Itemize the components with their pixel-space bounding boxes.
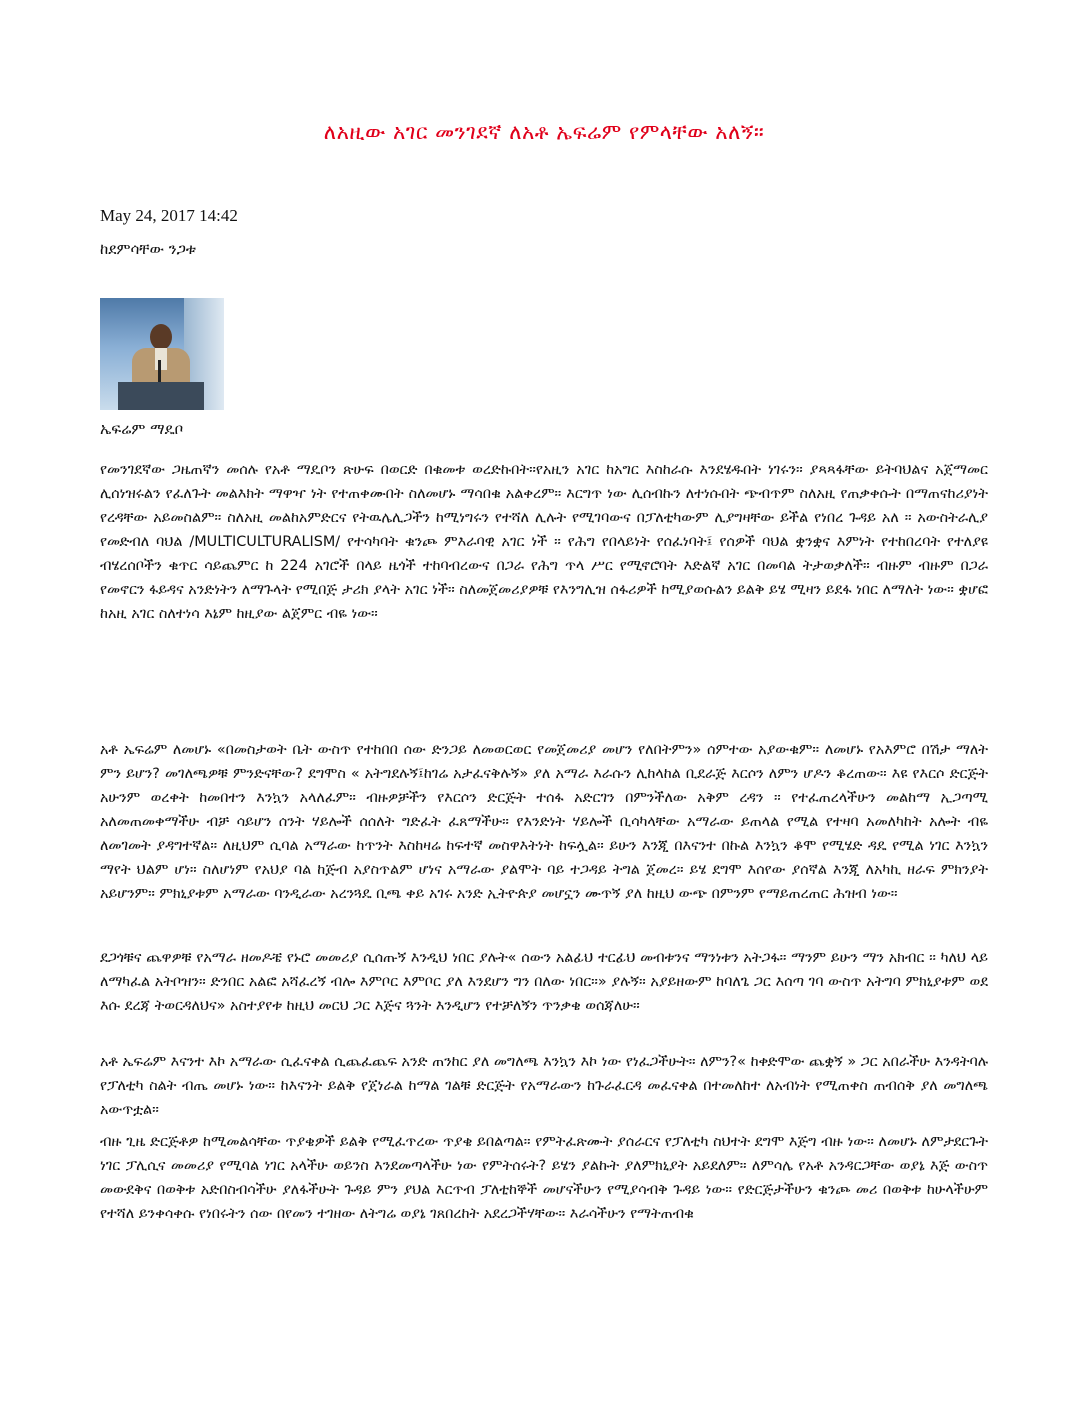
photo-caption: ኤፍሬም ማዴቦ (100, 420, 184, 438)
author-byline: ከደምሳቸው ንጋቱ (100, 240, 196, 258)
body-paragraph: የመንገደኛው ጋዜጠኛን መሰሉ የአቶ ማዴቦን ጽሁፍ በወርድ በቁመቱ ወረድኩበት።የአዚን አገር ከአግር እስከራሱ እንደሄዱበት ነገሩን። ያጻጻፋቸው ይትባህልና አጀማመር ሊሰነዝሩልን የፈለጉት መልእክት ማዋዣ ነት የተጠቀሙበት ስለመሆኑ ማሳበቁ አልቀረም። እርግጥ ነው ሊሰብኩን ለተነሱበት ጭብጥም ስለአዚ የጠቃቀሱት በማጠናከሪያነት የረዳቸው አይመስልም። ስለአዚ መልከአምድርና የትዉሌሊጋችን ከሚነግሩን የተሻለ ሊሉት የሚገባውና በፓለቲካውም ሊያግዛቸው ይችል የነበረ ጉዳይ አለ ። አውስትራሊያ የመድብለ ባህል /MULTICULTURALISM/ የተሳካባት ቁንጮ ምእራባዊ አገር ነች ። የሕግ የበላይነት የሰፈነባት፤ የሰዎች ባህል ቋንቋና እምነት የተከበረባት የተለያዩ ብሄረሰቦችን ቁጥር ሳይጨምር ከ 224 አገሮች በላይ ዜጎች ተከባብረውና በጋራ የሕግ ጥላ ሥር የሚኖሮባት እድልኛ አገር በመባል ትታወቃለች። ብዙም ብዙም በጋራ የመኖርን ፋይዳና አንድነትን ለማጉላት የሚበጅ ታሪክ ያላት አገር ነች። ስለመጀመሪያዎቹ የእንግሊዝ ሰፋሪዎች ከሚያወሱልን ይልቅ ይሄ ሚዛን ይደፋ ነበር ለማለት ነው። ቋሆፎ ከአዚ አገር ስለተነሳ እኔም ከዚያው ልጀምር ብዬ ነው። (100, 462, 988, 622)
photo-podium (118, 382, 204, 410)
body-paragraph: አቶ ኤፍሬም እናንተ እኮ አማራው ሲፈናቀል ሲጨፈጨፍ አንድ ጠንከር ያለ መግለጫ እንኳን እኮ ነው የነፈጋችሁት። ለምን?« ከቀድሞው ጨቋኝ » ጋር አበራችሁ እንዳትባሉ የፓለቲካ ስልት ብጤ መሆኑ ነው። ከእናንት ይልቅ የጀነራል ከማል ገልቹ ድርጅት የአማራውን ከጉራፈርዳ መፈናቀል በተመለከተ ለአብነት የሚጠቀስ ጠብሰቅ ያለ መግለጫ አውጥቷል። (100, 1054, 988, 1118)
speaker-photo (100, 298, 224, 410)
publish-date: May 24, 2017 14:42 (100, 206, 238, 225)
body-paragraph: ደጋጎቹና ጨዋዎቹ የአማራ ዘመዶቼ የኑሮ መመሪያ ሲሰጡኝ እንዲህ ነበር ያሉት« ሰውን አልፊህ ተርፊህ መብቱንና ማንነቱን አትጋፋ። ማንም ይሁን ማን አክብር ፡፡ ካለህ ላይ ለማካፈል አትቦዝን። ድንበር አልፎ አሻፈረኝ ብሎ እምቦር እምቦር ያለ እንደሆን ግን በለው ነበር።» ያሉኝ። አያይዘውም ከባለጌ ጋር እሰጣ ገባ ውስጥ አትግባ ምክኒያቱም ወደ እሱ ደረጃ ትወርዳለህና» አስተያየቱ ከዚህ መርህ ጋር እጅና ጓንት እንዲሆን የተቻለኝን ጥንቃቄ ወሰጃለሁ። (100, 950, 988, 1014)
article-title: ለአዚው አገር መንገደኛ ለአቶ ኤፍሬም የምላቸው አለኝ። (323, 120, 765, 144)
body-paragraph: ብዙ ጊዜ ድርጅቶዎ ከሚመልሳቸው ጥያቄዎች ይልቅ የሚፈጥረው ጥያቄ ይበልጣል። የምትፈጽሙት ያሰራርና የፓለቲካ ስህተት ደግሞ እጅግ ብዙ ነው። ለመሆኑ ለምታደርጉት ነገር ፓሊሲና መመሪያ የሚባል ነገር አላችሁ ወይንስ እንደመጣላችሁ ነው የምትሰሩት? ይሄን ያልኩት ያለምክኒያት አይደለም። ለምሳሌ የአቶ አንዳርጋቸው ወያኔ እጅ ውስጥ መውደቅና በወቅቱ አድበስብሳችሁ ያለፋችሁት ጉዳይ ምን ያህል እርጥብ ፓለቲከኞች መሆናችሁን የሚያሳብቅ ጉዳይ ነው። የድርጅታችሁን ቁንጮ መሪ በወቅቱ ከሁላችሁም የተሻለ ይንቀሳቀሱ የነበሩትን ሰው በየመን ተገዘው ለትግሬ ወያኔ ገጸበረከት አደረጋችሃቸው። እራሳችሁን የማትጠብቁ (100, 1134, 988, 1222)
photo-person-shirt (155, 348, 167, 370)
body-paragraph: አቶ ኤፍሬም ለመሆኑ «በመስታወት ቤት ውስጥ የተከበበ ሰው ድንጋይ ለመወርወር የመጀመሪያ መሆን የለበትምን» ሰምተው አያውቁም። ለመሆኑ የአእምሮ በሽታ ማለት ምን ይሆን? መገለጫዎቹ ምንድናቸው? ደግሞስ « አትግደሉኝ፤ከገሬ አታፈናቅሉኝ» ያለ አማራ እራሱን ሊከላከል ቢደራጅ እርሶን ለምን ሆዶን ቆረጠው። እዩ የእርሶ ድርጅት አሁንም ወረቀት ከመበተን እንኳን አላለፈም። ብዙዎቻችን የእርሶን ድርጅት ተሰፋ አድርገን በምንችለው አቅም ረዳን ። የተፈጠረላችሁን መልከማ ኢጋጣሚ አለመጠመቀማችሁ ብቻ ሳይሆን ሰንት ሃይሎች ሰሰለት ግድፈት ፈጸማችሁ። የእንድነት ሃይሎች ቢሳካላቸው አማራው ይጠላል የሚል የተዛባ አመለካከት አሎት ብዬ ለመገመት ያዳግተኛል። ለዚህም ሲባል አማራው ከጥንት እስከዛሬ ከፍተኛ መስዋእትነት ከፍሏል። ይሁን እንጂ በእናንተ በኩል እንኳን ቆሞ የሚሄድ ዳዴ የሚል ነገር እንኳን ማየት ህልም ሆነ። ስለሆነም የአህያ ባል ከጅብ አያስጥልም ሆነና አማራው ያልሞት ባይ ተጋዳይ ትግል ጀመረ። ይሄ ደግሞ እሰየው ያሰኛል እንጂ ለአካኪ ዘራፍ ምክንያት አይሆንም። ምክኒያቱም አማራው ባንዲራው አረንጓዴ ቢጫ ቀይ አገሩ አንድ ኢትዮጵያ መሆኗን ሙጥኝ ያለ ከዚህ ውጭ በምንም የማይጠረጠር ሕዝብ ነው። (100, 742, 988, 902)
photo-person-head (150, 324, 172, 350)
photo-microphone (158, 360, 161, 382)
